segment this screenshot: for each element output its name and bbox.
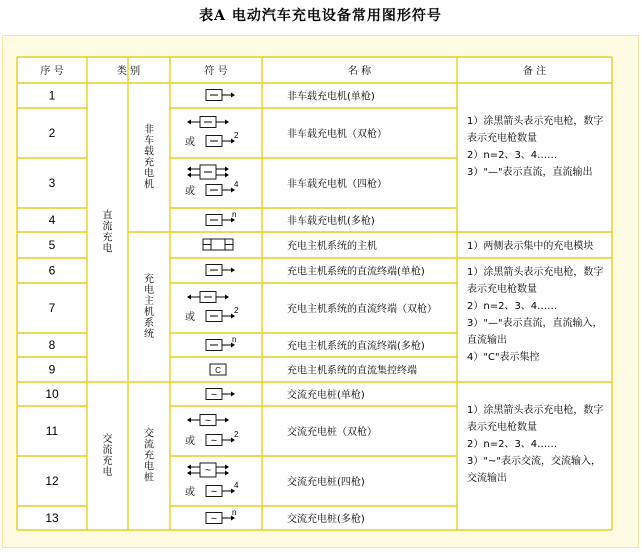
or-label: 或 xyxy=(185,436,195,447)
svg-text:系: 系 xyxy=(144,318,154,329)
category-host xyxy=(144,272,154,340)
symbol-box xyxy=(206,389,222,401)
svg-text:直: 直 xyxy=(102,210,113,222)
symbol-box xyxy=(200,463,216,477)
symbol-box xyxy=(206,486,222,498)
svg-text:电: 电 xyxy=(144,168,154,180)
row-name: 充电主机系统的主机 xyxy=(287,241,377,252)
header-cell: 备 注 xyxy=(522,66,547,77)
row-number: 3 xyxy=(48,176,56,190)
svg-text:流: 流 xyxy=(102,221,113,233)
symbol-box xyxy=(200,415,216,427)
symbol-box xyxy=(206,265,222,276)
or-label: 或 xyxy=(185,186,195,197)
svg-text:充: 充 xyxy=(144,450,154,462)
svg-text:表示充电枪数量: 表示充电枪数量 xyxy=(467,133,537,144)
svg-text:非: 非 xyxy=(144,124,154,136)
row-name: 交流充电桩(四枪) xyxy=(287,477,365,488)
symbol-box xyxy=(206,215,222,226)
symbol-box xyxy=(206,136,222,147)
row-number: 10 xyxy=(45,387,59,401)
svg-text:2）n=2、3、4……: 2）n=2、3、4…… xyxy=(467,150,558,161)
svg-text:2）n=2、3、4……: 2）n=2、3、4…… xyxy=(467,301,558,312)
symbol-box xyxy=(206,435,222,447)
or-label: 或 xyxy=(185,137,195,148)
row-number: 2 xyxy=(48,126,56,140)
svg-text:充: 充 xyxy=(102,456,113,467)
gun-count: n xyxy=(232,210,237,219)
svg-text:~: ~ xyxy=(210,389,218,401)
row-name: 交流充电桩（双枪） xyxy=(287,427,377,438)
row-name: 交流充电桩(单枪) xyxy=(287,390,365,401)
svg-text:4）"C"表示集控: 4）"C"表示集控 xyxy=(467,352,540,363)
gun-count: 2 xyxy=(234,306,239,315)
row-number: 5 xyxy=(48,238,56,252)
svg-text:~: ~ xyxy=(210,513,218,525)
category-offboard xyxy=(144,123,154,191)
gun-count: n xyxy=(232,335,237,344)
row-name: 充电主机系统的直流终端（双枪） xyxy=(287,304,437,315)
svg-text:车: 车 xyxy=(144,135,154,147)
symbol-box xyxy=(206,185,222,196)
row-name: 非车载充电机(单枪) xyxy=(287,91,375,103)
category-ac xyxy=(103,432,113,478)
symbol-box xyxy=(206,311,222,322)
category-acpile xyxy=(144,427,154,484)
svg-text:机: 机 xyxy=(144,179,154,191)
or-label: 或 xyxy=(185,312,195,323)
row-number: 7 xyxy=(48,301,56,315)
header-cell: 类 别 xyxy=(116,66,141,77)
svg-text:主: 主 xyxy=(144,296,154,307)
svg-text:2）n=2、3、4……: 2）n=2、3、4…… xyxy=(467,439,558,450)
or-label: 或 xyxy=(185,487,195,498)
host-symbol xyxy=(203,239,233,250)
svg-text:~: ~ xyxy=(210,435,218,447)
svg-text:流: 流 xyxy=(144,439,154,451)
row-name: 非车载充电机（四枪） xyxy=(287,179,387,190)
row-name: 充电主机系统的直流集控终端 xyxy=(287,365,417,377)
gun-count: 2 xyxy=(234,131,239,140)
svg-text:1）涂黑箭头表示充电枪，数字: 1）涂黑箭头表示充电枪，数字 xyxy=(467,405,604,416)
svg-text:1）涂黑箭头表示充电枪，数字: 1）涂黑箭头表示充电枪，数字 xyxy=(467,267,604,278)
svg-text:电: 电 xyxy=(102,243,113,255)
table-title: 表A 电动汽车充电设备常用图形符号 xyxy=(199,8,442,24)
svg-text:电: 电 xyxy=(144,461,154,473)
row-number: 1 xyxy=(48,88,56,103)
symbol-box xyxy=(200,292,216,303)
svg-text:表示充电枪数量: 表示充电枪数量 xyxy=(467,422,537,433)
svg-text:交: 交 xyxy=(144,428,154,440)
symbol-box xyxy=(206,90,222,101)
svg-text:电: 电 xyxy=(144,285,154,296)
header-cell: 符 号 xyxy=(204,66,228,77)
svg-text:统: 统 xyxy=(144,329,154,340)
gun-count: 2 xyxy=(234,430,239,439)
gun-count: 4 xyxy=(234,481,239,490)
svg-text:充: 充 xyxy=(144,274,154,285)
svg-text:1）两侧表示集中的充电模块: 1）两侧表示集中的充电模块 xyxy=(467,241,594,252)
row-number: 4 xyxy=(48,213,56,227)
svg-text:~: ~ xyxy=(210,486,218,498)
row-number: 12 xyxy=(45,474,59,488)
svg-text:流: 流 xyxy=(102,445,113,456)
notes-host-main xyxy=(467,239,593,252)
row-name: 非车载充电机(多枪) xyxy=(287,216,375,227)
svg-text:交流输出: 交流输出 xyxy=(467,473,507,484)
svg-text:1）涂黑箭头表示充电枪，数字: 1）涂黑箭头表示充电枪，数字 xyxy=(467,116,604,127)
row-number: 9 xyxy=(48,362,56,377)
row-number: 13 xyxy=(45,511,59,525)
symbol-box xyxy=(206,340,222,351)
svg-text:充: 充 xyxy=(144,157,154,169)
svg-text:表示充电枪数量: 表示充电枪数量 xyxy=(467,284,537,295)
svg-text:交: 交 xyxy=(102,434,113,445)
gun-count: n xyxy=(232,508,237,517)
row-number: 8 xyxy=(48,338,56,352)
svg-text:载: 载 xyxy=(144,146,154,158)
symbol-box xyxy=(206,513,222,525)
row-name: 非车载充电机（双枪） xyxy=(287,129,387,140)
symbol-box xyxy=(200,117,216,128)
symbol-box xyxy=(200,165,216,179)
row-name: 充电主机系统的直流终端(多枪) xyxy=(287,341,425,352)
row-number: 11 xyxy=(45,424,59,438)
category-dc xyxy=(103,209,113,255)
svg-text:~: ~ xyxy=(204,465,212,476)
svg-text:~: ~ xyxy=(204,415,212,427)
row-name: 交流充电桩(多枪) xyxy=(287,514,365,525)
header-cell: 序 号 xyxy=(40,66,64,77)
svg-text:直流输出: 直流输出 xyxy=(467,335,507,346)
gun-count: 4 xyxy=(234,180,239,189)
svg-text:3）"~"表示交流，交流输入，: 3）"~"表示交流，交流输入， xyxy=(467,456,601,467)
svg-text:桩: 桩 xyxy=(144,472,154,484)
row-number: 6 xyxy=(48,263,56,278)
svg-text:C: C xyxy=(215,366,221,375)
header-cell: 名 称 xyxy=(347,66,372,77)
svg-text:电: 电 xyxy=(102,467,113,478)
svg-text:机: 机 xyxy=(144,307,154,318)
row-name: 充电主机系统的直流终端(单枪) xyxy=(287,266,425,278)
svg-text:3）"—"表示直流，直流输出: 3）"—"表示直流，直流输出 xyxy=(467,167,593,178)
svg-text:3）"—"表示直流，直流输入，: 3）"—"表示直流，直流输入， xyxy=(467,318,603,329)
symbol-box xyxy=(210,364,226,375)
svg-text:充: 充 xyxy=(102,232,113,244)
